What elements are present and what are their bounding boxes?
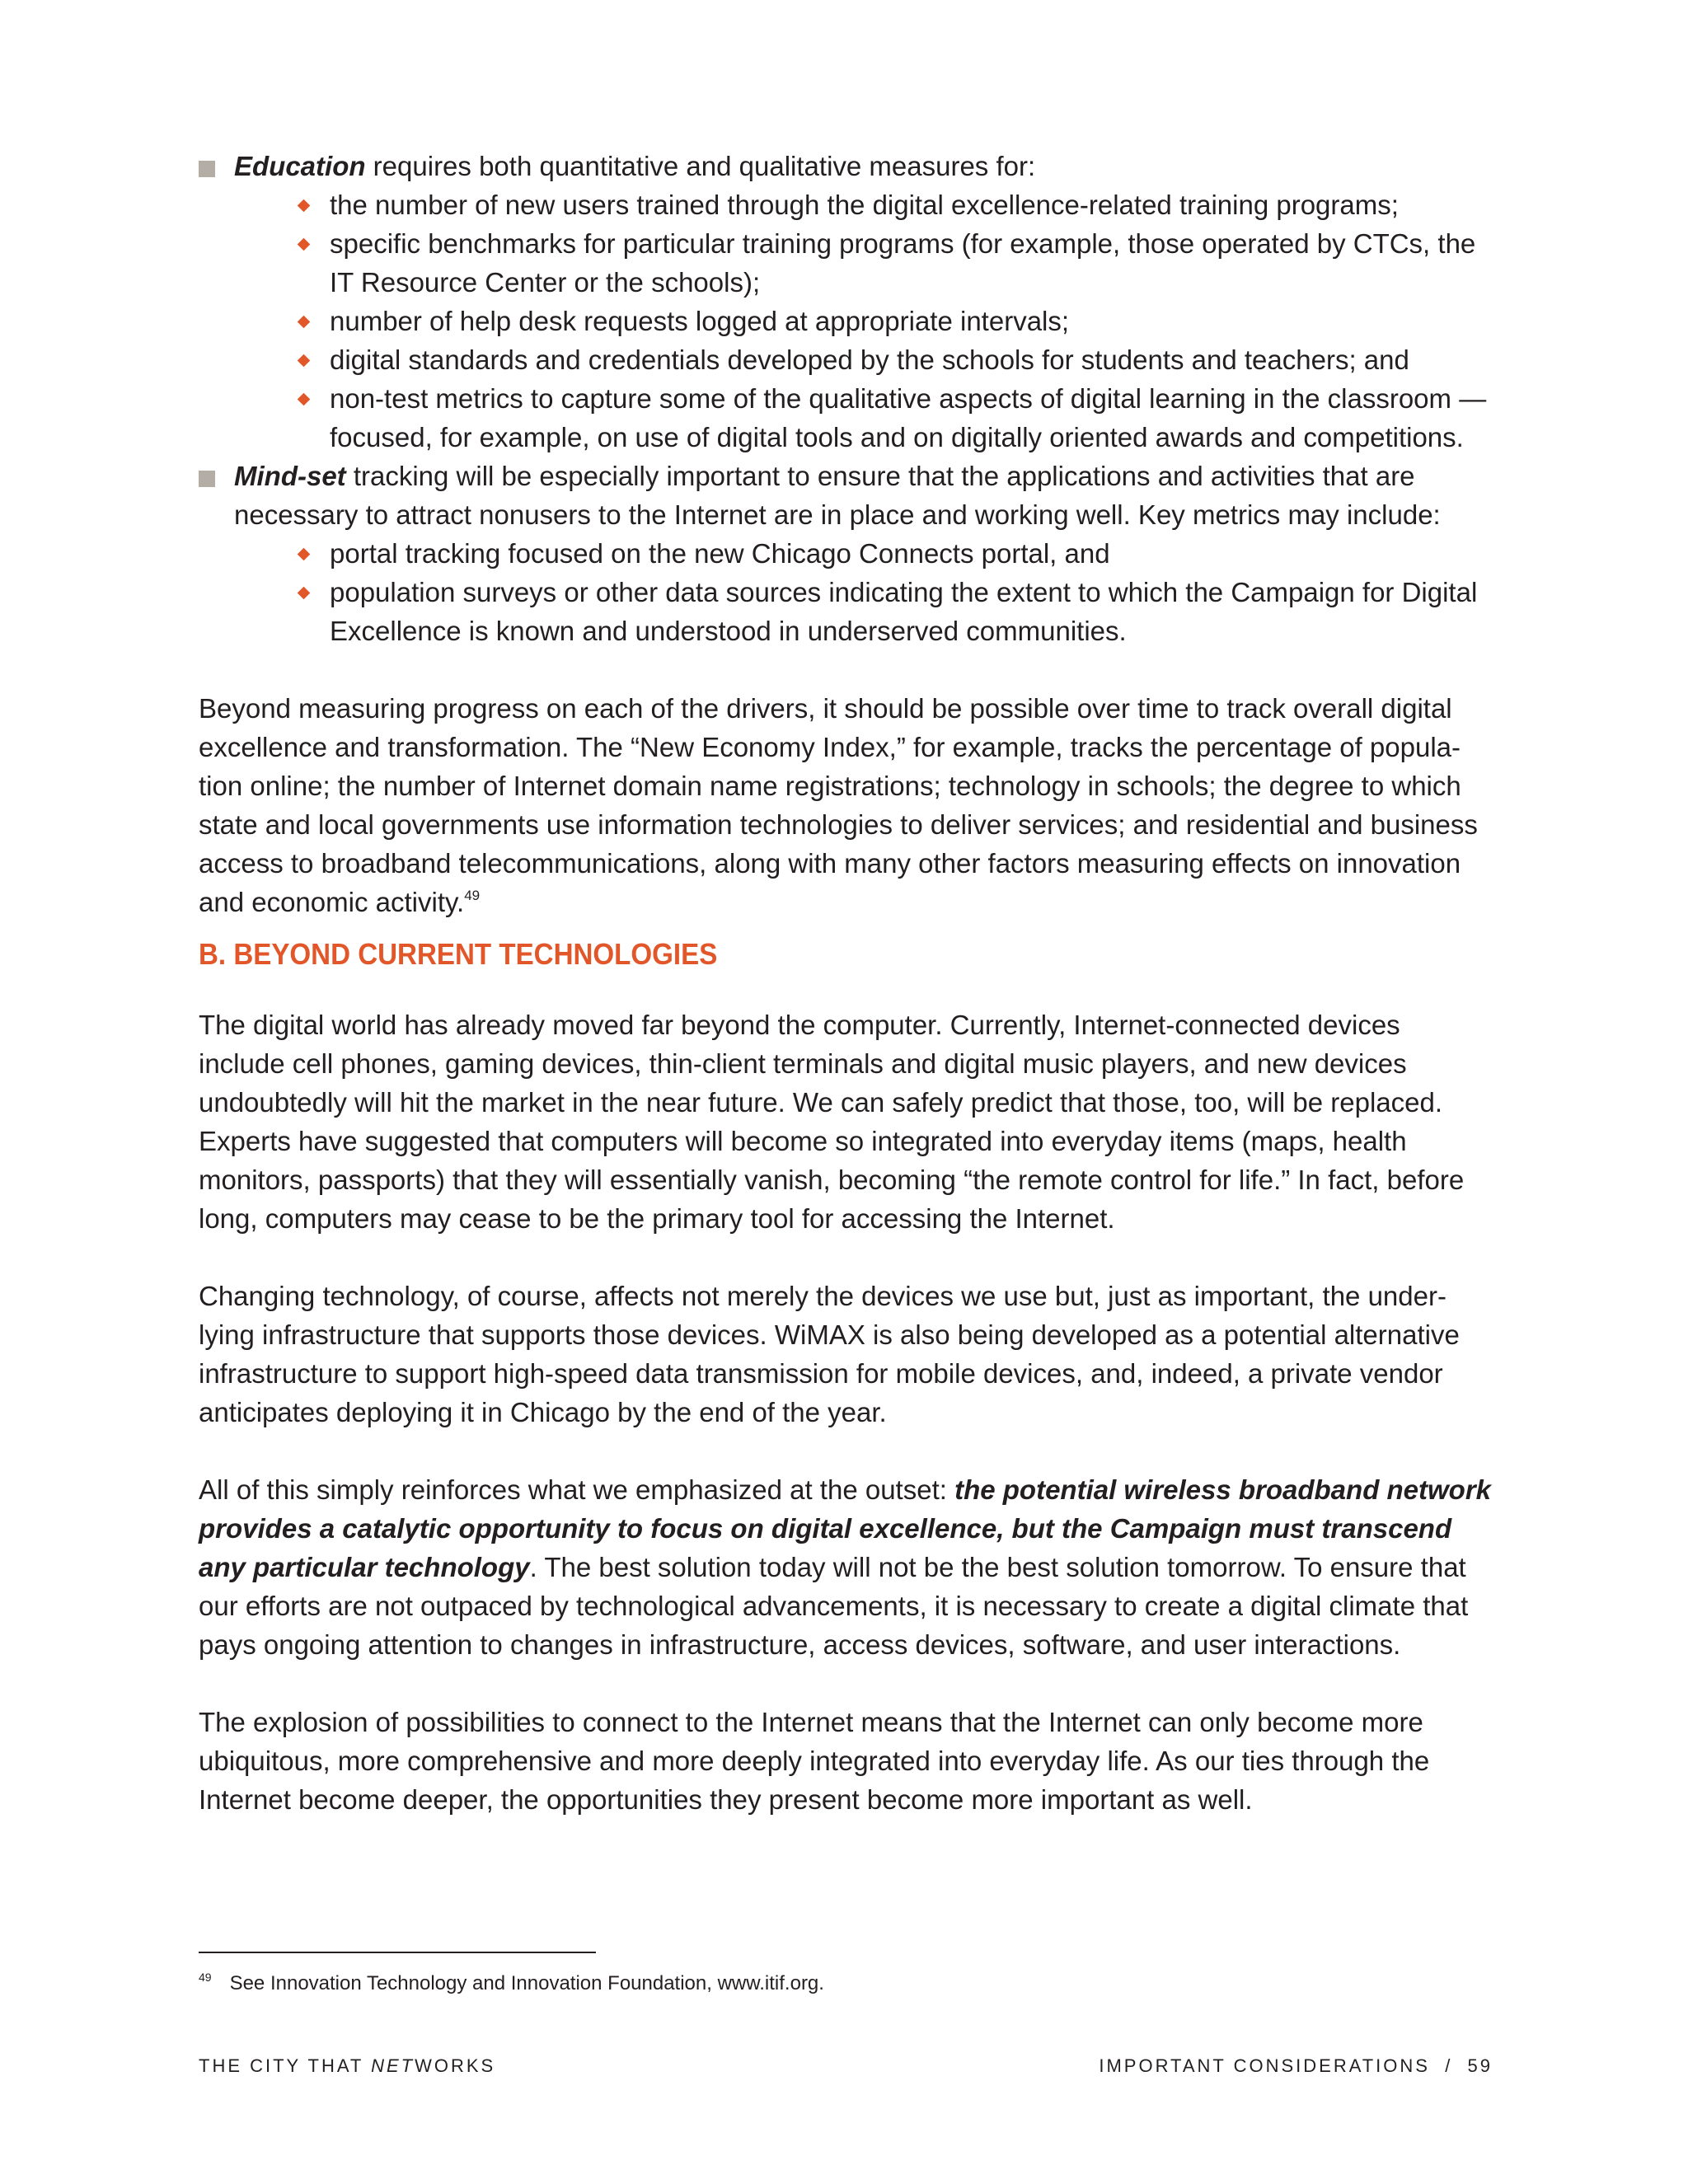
footer-title-prefix: THE CITY THAT bbox=[199, 2055, 372, 2076]
footnote bbox=[199, 1970, 824, 1998]
sub-list-text: population surveys or other data sources indicating the extent to which the Campaign for Digital Excellence is known and understood in underserved communities. bbox=[330, 577, 1478, 646]
footnote-text: See Innovation Technology and Innovation Foundation, www.itif.org. bbox=[229, 1972, 824, 1994]
sub-list-text: number of help desk requests logged at appropriate intervals; bbox=[330, 306, 1070, 336]
paragraph-explosion: The explosion of possibilities to connect to the Internet means that the Internet can only become more ubiquitous, more comprehensive and more deeply integrated into everyday life. As our ties through the Internet become deeper, the opportunities they present become more important as well. bbox=[199, 1707, 1430, 1815]
sub-list-item bbox=[199, 573, 1493, 650]
footer-section-page: IMPORTANT CONSIDERATIONS / 59 bbox=[1099, 2055, 1493, 2076]
sub-list-text: digital standards and credentials developed by the schools for students and teachers; and bbox=[330, 344, 1409, 375]
education-text: requires both quantitative and qualitative measures for: bbox=[365, 151, 1036, 181]
list-item-education bbox=[199, 147, 1493, 185]
paragraph-text: Beyond measuring progress on each of the drivers, it should be possible over time to track overall digital excellence and transformation. The “New Economy Index,” for example, tracks the percentage of popula-tion online; the number of Internet domain name registrations; technology in schools; the degree to which state and local governments use information technologies to deliver services; and residential and business access to broadband telecommunications, along with many other factors measuring effects on innovation and economic activity. bbox=[199, 693, 1478, 917]
sub-list-item bbox=[199, 340, 1493, 379]
diamond-bullet-icon bbox=[298, 238, 311, 251]
section-heading: B. BEYOND CURRENT TECHNOLOGIES bbox=[199, 937, 718, 971]
paragraph-all-of-this bbox=[199, 1470, 1493, 1664]
mindset-text: tracking will be especially important to ensure that the applications and activities that are necessary to attract nonusers to the Internet are in place and working well. Key metrics may include: bbox=[234, 461, 1441, 530]
diamond-bullet-icon bbox=[298, 316, 311, 329]
paragraph-changing-technology: Changing technology, of course, affects not merely the devices we use but, just as important, the under-lying infrastructure that supports those devices. WiMAX is also being developed as a potential alternative infrastructure to support high-speed data transmission for mobile devices, and, indeed, a private vendor anticipates deploying it in Chicago by the end of the year. bbox=[199, 1281, 1460, 1427]
sub-list-item bbox=[199, 185, 1493, 224]
paragraph-beyond-measuring bbox=[199, 689, 1493, 921]
footer-title-italic: NET bbox=[371, 2055, 415, 2076]
diamond-bullet-icon bbox=[298, 587, 311, 600]
emphasis-text: the potential wireless broadband network provides a catalytic opportunity to focus on digital excellence, but the Campaign must transcend any particular technology bbox=[199, 1474, 1492, 1582]
sub-list-item bbox=[199, 534, 1493, 573]
mindset-lead: Mind-set bbox=[234, 461, 346, 491]
footnote-reference: 49 bbox=[464, 888, 481, 903]
sub-list-text: specific benchmarks for particular training programs (for example, those operated by CTCs, the IT Resource Center or the schools); bbox=[330, 228, 1476, 298]
paragraph-intro: All of this simply reinforces what we emphasized at the outset: bbox=[199, 1474, 955, 1505]
diamond-bullet-icon bbox=[298, 393, 311, 406]
diamond-bullet-icon bbox=[298, 548, 311, 561]
footnote-divider bbox=[199, 1952, 596, 1953]
sub-list-text: portal tracking focused on the new Chicago Connects portal, and bbox=[330, 538, 1110, 569]
diamond-bullet-icon bbox=[298, 199, 311, 213]
body-content bbox=[199, 147, 1493, 1819]
sub-list-item bbox=[199, 379, 1493, 457]
paragraph-digital-world: The digital world has already moved far beyond the computer. Currently, Internet-connected devices include cell phones, gaming devices, thin-client terminals and digital music players, and new devices undoubtedly will hit the market in the near future. We can safely predict that those, too, will be replaced. Experts have suggested that computers will become so integrated into everyday items (maps, health monitors, passports) that they will essentially vanish, becoming “the remote control for life.” In fact, before long, computers may cease to be the primary tool for accessing the Internet. bbox=[199, 1010, 1465, 1234]
education-lead: Education bbox=[234, 151, 366, 181]
diamond-bullet-icon bbox=[298, 354, 311, 368]
sub-list-text: the number of new users trained through the digital excellence-related training programs; bbox=[330, 190, 1399, 220]
square-bullet-icon bbox=[199, 471, 215, 487]
sub-list-item bbox=[199, 224, 1493, 302]
square-bullet-icon bbox=[199, 161, 215, 177]
paragraph-rest: . The best solution today will not be the best solution tomorrow. To ensure that our efforts are not outpaced by technological advancements, it is necessary to create a digital climate that pays ongoing attention to changes in infrastructure, access devices, software, and user interactions. bbox=[199, 1552, 1469, 1660]
list-item-mindset bbox=[199, 457, 1493, 534]
footer-title-suffix: WORKS bbox=[415, 2055, 496, 2076]
footnote-number: 49 bbox=[199, 1971, 212, 1984]
sub-list-item bbox=[199, 302, 1493, 340]
sub-list-text: non-test metrics to capture some of the qualitative aspects of digital learning in the classroom — focused, for example, on use of digital tools and on digitally oriented awards and competitions. bbox=[330, 383, 1487, 452]
footer-publication-title bbox=[199, 2054, 495, 2079]
